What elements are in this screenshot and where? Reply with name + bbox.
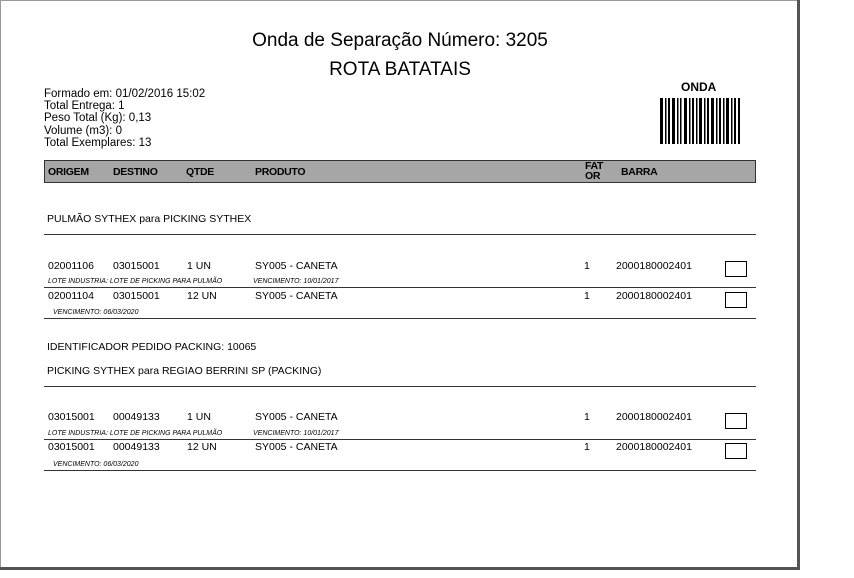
row-divider	[44, 318, 756, 319]
row-checkbox[interactable]	[725, 261, 747, 277]
onda-label: ONDA	[681, 80, 717, 94]
total-weight: Peso Total (Kg): 0,13	[44, 112, 152, 125]
row-checkbox[interactable]	[725, 413, 747, 429]
cell-origem: 03015001	[48, 441, 95, 453]
packing-identifier: IDENTIFICADOR PEDIDO PACKING: 10065	[47, 341, 257, 353]
header-destino: DESTINO	[113, 166, 158, 178]
page-border-top	[0, 0, 797, 1]
cell-qtde: 1 UN	[187, 260, 211, 272]
header-origem: ORIGEM	[48, 166, 89, 178]
total-copies: Total Exemplares: 13	[44, 136, 152, 149]
cell-lote: LOTE INDUSTRIA: LOTE DE PICKING PARA PULMÃO	[48, 278, 223, 285]
cell-destino: 03015001	[113, 290, 160, 302]
section-divider	[44, 386, 756, 387]
volume: Volume (m3): 0	[44, 124, 122, 137]
cell-vencimento: VENCIMENTO: 06/03/2020	[53, 309, 139, 316]
section-title: PICKING SYTHEX para REGIAO BERRINI SP (PACKING)	[47, 365, 322, 377]
barcode-icon	[660, 98, 740, 144]
row-checkbox[interactable]	[725, 443, 747, 459]
cell-destino: 00049133	[113, 441, 160, 453]
row-checkbox[interactable]	[725, 292, 747, 308]
total-delivery: Total Entrega: 1	[44, 100, 125, 113]
cell-produto: SY005 - CANETA	[255, 290, 338, 302]
cell-fator: 1	[584, 260, 590, 272]
header-produto: PRODUTO	[255, 166, 306, 178]
cell-qtde: 1 UN	[187, 411, 211, 423]
route-title: ROTA BATATAIS	[329, 59, 471, 80]
cell-fator: 1	[584, 411, 590, 423]
cell-barra: 2000180002401	[616, 290, 692, 302]
cell-vencimento: VENCIMENTO: 10/01/2017	[253, 278, 339, 285]
report-title: Onda de Separação Número: 3205	[252, 30, 548, 51]
cell-vencimento: VENCIMENTO: 10/01/2017	[253, 430, 339, 437]
row-divider	[44, 439, 756, 440]
cell-fator: 1	[584, 290, 590, 302]
section-title: PULMÃO SYTHEX para PICKING SYTHEX	[47, 213, 252, 225]
cell-barra: 2000180002401	[616, 411, 692, 423]
summary-info	[44, 88, 205, 149]
page-border-left	[0, 0, 1, 567]
table-header	[44, 160, 756, 183]
cell-qtde: 12 UN	[187, 290, 217, 302]
row-divider	[44, 287, 756, 288]
cell-qtde: 12 UN	[187, 441, 217, 453]
section-divider	[44, 234, 756, 235]
cell-destino: 00049133	[113, 411, 160, 423]
cell-origem: 02001106	[48, 260, 94, 272]
cell-destino: 03015001	[113, 260, 160, 272]
header-barra: BARRA	[621, 166, 658, 178]
cell-origem: 03015001	[48, 411, 95, 423]
cell-produto: SY005 - CANETA	[255, 411, 338, 423]
cell-barra: 2000180002401	[616, 260, 692, 272]
cell-produto: SY005 - CANETA	[255, 260, 338, 272]
cell-barra: 2000180002401	[616, 441, 692, 453]
header-qtde: QTDE	[186, 166, 214, 178]
cell-fator: 1	[584, 441, 590, 453]
cell-vencimento: VENCIMENTO: 06/03/2020	[53, 461, 139, 468]
cell-produto: SY005 - CANETA	[255, 441, 338, 453]
formed-at: Formado em: 01/02/2016 15:02	[44, 88, 206, 100]
header-fator-line1: FAT	[585, 160, 604, 172]
header-fator-line2: OR	[585, 170, 601, 182]
header-fator	[585, 161, 603, 181]
row-divider	[44, 470, 756, 471]
cell-origem: 02001104	[48, 290, 94, 302]
cell-lote: LOTE INDUSTRIA: LOTE DE PICKING PARA PULMÃO	[48, 430, 223, 437]
